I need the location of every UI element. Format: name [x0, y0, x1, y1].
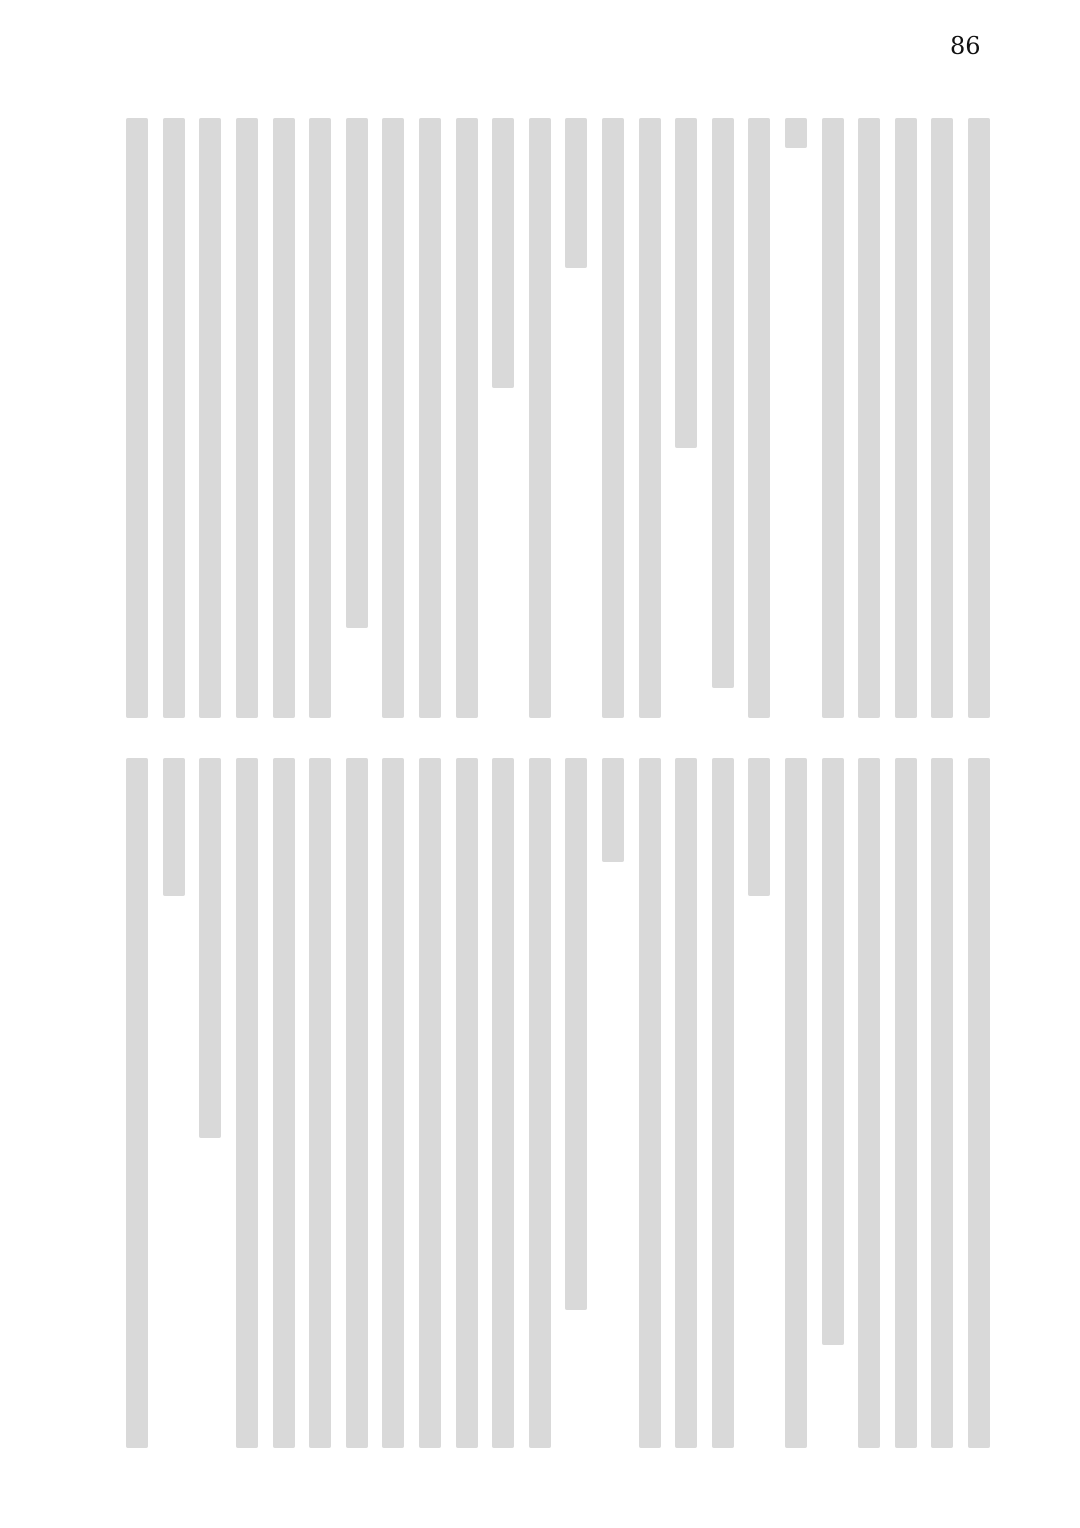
text-column-placeholder [309, 118, 331, 718]
text-column-placeholder [822, 118, 844, 718]
text-column-placeholder [602, 118, 624, 718]
text-column-placeholder [236, 118, 258, 718]
text-column-placeholder [236, 758, 258, 1448]
text-column-placeholder [382, 118, 404, 718]
page-number: 86 [950, 32, 981, 60]
text-column-placeholder [748, 118, 770, 718]
text-column-placeholder [968, 118, 990, 718]
text-column-placeholder [565, 758, 587, 1310]
text-column-placeholder [199, 758, 221, 1138]
top-text-block [110, 118, 990, 718]
text-column-placeholder [126, 758, 148, 1448]
text-column-placeholder [931, 758, 953, 1448]
text-column-placeholder [895, 118, 917, 718]
text-column-placeholder [639, 758, 661, 1448]
text-column-placeholder [675, 118, 697, 448]
text-column-placeholder [492, 118, 514, 388]
text-column-placeholder [822, 758, 844, 1345]
text-column-placeholder [126, 118, 148, 718]
text-column-placeholder [199, 118, 221, 718]
bottom-text-block [110, 758, 990, 1448]
text-column-placeholder [565, 118, 587, 268]
text-column-placeholder [419, 758, 441, 1448]
text-column-placeholder [273, 758, 295, 1448]
text-column-placeholder [529, 758, 551, 1448]
text-column-placeholder [785, 758, 807, 1448]
text-column-placeholder [346, 118, 368, 628]
text-column-placeholder [931, 118, 953, 718]
text-column-placeholder [309, 758, 331, 1448]
text-column-placeholder [895, 758, 917, 1448]
text-column-placeholder [456, 118, 478, 718]
text-column-placeholder [712, 758, 734, 1448]
text-column-placeholder [456, 758, 478, 1448]
text-column-placeholder [273, 118, 295, 718]
text-column-placeholder [492, 758, 514, 1448]
text-redaction-note: Body text omitted [0, 0, 10, 1]
text-column-placeholder [858, 758, 880, 1448]
text-column-placeholder [785, 118, 807, 148]
text-column-placeholder [529, 118, 551, 718]
text-column-placeholder [419, 118, 441, 718]
text-column-placeholder [968, 758, 990, 1448]
text-column-placeholder [858, 118, 880, 718]
text-column-placeholder [639, 118, 661, 718]
text-column-placeholder [602, 758, 624, 862]
text-column-placeholder [163, 758, 185, 896]
text-column-placeholder [748, 758, 770, 896]
text-column-placeholder [163, 118, 185, 718]
text-column-placeholder [346, 758, 368, 1448]
text-column-placeholder [712, 118, 734, 688]
text-column-placeholder [382, 758, 404, 1448]
text-column-placeholder [675, 758, 697, 1448]
